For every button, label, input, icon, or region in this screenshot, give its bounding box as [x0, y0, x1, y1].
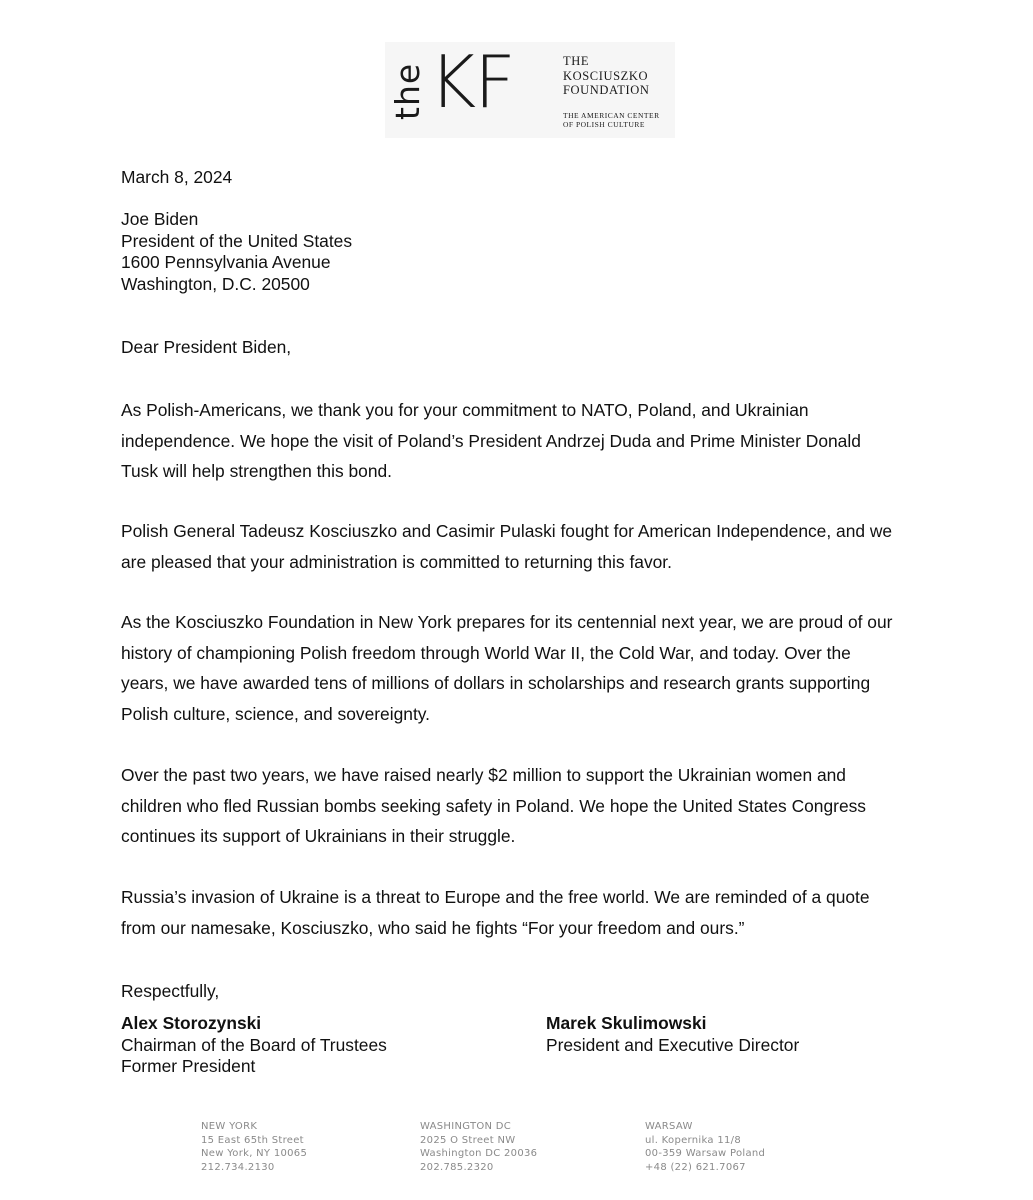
logo-name-line: FOUNDATION [563, 83, 650, 97]
letter-date: March 8, 2024 [121, 167, 233, 187]
logo-tagline [563, 111, 660, 129]
recipient-city: Washington, D.C. 20500 [121, 273, 310, 294]
signatory-name: Alex Storozynski [121, 1013, 262, 1033]
paragraph-line: history of championing Polish freedom through World War II, the Cold War, and today. Over the [121, 642, 851, 663]
paragraph-line: from our namesake, Kosciuszko, who said he fights “For your freedom and ours.” [121, 917, 745, 938]
paragraph-line: Tusk will help strengthen this bond. [121, 461, 392, 481]
recipient-name: Joe Biden [121, 209, 199, 229]
paragraph-line: Over the past two years, we have raised nearly $2 million to support the Ukrainian women and [121, 765, 846, 785]
footer-office-washington [420, 1120, 537, 1174]
letter-paragraph [121, 760, 921, 852]
logo-foundation-name [563, 54, 650, 98]
paragraph-line: As Polish-Americans, we thank you for your commitment to NATO, Poland, and Ukrainian [121, 400, 809, 420]
salutation: Dear President Biden, [121, 337, 292, 357]
letter-paragraph [121, 516, 921, 577]
office-phone: 212.734.2130 [201, 1161, 275, 1173]
office-address: ul. Kopernika 11/8 [645, 1134, 741, 1146]
footer-office-warsaw [645, 1120, 765, 1174]
office-address: 00-359 Warsaw Poland [645, 1148, 766, 1160]
logo-tagline-line: THE AMERICAN CENTER [563, 111, 660, 120]
letter-paragraph [121, 607, 921, 729]
paragraph-line: Polish culture, science, and sovereignty. [121, 703, 431, 724]
letter-paragraph [121, 395, 921, 487]
footer-office-new-york [201, 1120, 307, 1174]
closing: Respectfully, [121, 981, 220, 1001]
logo-name-line: KOSCIUSZKO [563, 68, 649, 83]
foundation-logo [385, 42, 675, 138]
logo-kf-monogram: KF [429, 40, 514, 124]
paragraph-line: children who fled Russian bombs seeking safety in Poland. We hope the United States Congress [121, 795, 867, 816]
logo-name-line: THE [563, 54, 590, 68]
recipient-street: 1600 Pennsylvania Avenue [121, 252, 331, 272]
office-city: WARSAW [645, 1121, 693, 1132]
recipient-address [121, 209, 921, 295]
signatory-block-1 [121, 1013, 501, 1078]
paragraph-line: Polish General Tadeusz Kosciuszko and Casimir Pulaski fought for American Independence, and we [121, 521, 893, 541]
signatory-name: Marek Skulimowski [546, 1013, 707, 1033]
paragraph-line: independence. We hope the visit of Poland’s President Andrzej Duda and Prime Minister Donald [121, 430, 861, 451]
signatory-title: Former President [121, 1056, 256, 1076]
signatory-title: Chairman of the Board of Trustees [121, 1034, 387, 1055]
logo-tagline-line: OF POLISH CULTURE [563, 120, 645, 129]
paragraph-line: Russia’s invasion of Ukraine is a threat to Europe and the free world. We are reminded of a quote [121, 887, 870, 907]
paragraph-line: continues its support of Ukrainians in their struggle. [121, 826, 516, 846]
office-address: New York, NY 10065 [201, 1148, 308, 1160]
office-address: 15 East 65th Street [201, 1134, 304, 1146]
office-address: 2025 O Street NW [420, 1134, 516, 1146]
office-city: NEW YORK [201, 1121, 258, 1132]
office-phone: +48 (22) 621.7067 [645, 1161, 746, 1173]
office-city: WASHINGTON DC [420, 1121, 512, 1132]
signatory-block-2 [546, 1013, 926, 1056]
paragraph-line: As the Kosciuszko Foundation in New York prepares for its centennial next year, we are proud of our [121, 612, 893, 632]
office-phone: 202.785.2320 [420, 1161, 494, 1173]
letter-paragraph [121, 882, 921, 943]
paragraph-line: years, we have awarded tens of millions of dollars in scholarships and research grants supporting [121, 673, 871, 693]
recipient-title: President of the United States [121, 230, 353, 251]
logo-the-text: the [388, 62, 427, 120]
paragraph-line: are pleased that your administration is committed to returning this favor. [121, 551, 672, 572]
signatory-title: President and Executive Director [546, 1034, 800, 1055]
office-address: Washington DC 20036 [420, 1148, 538, 1160]
